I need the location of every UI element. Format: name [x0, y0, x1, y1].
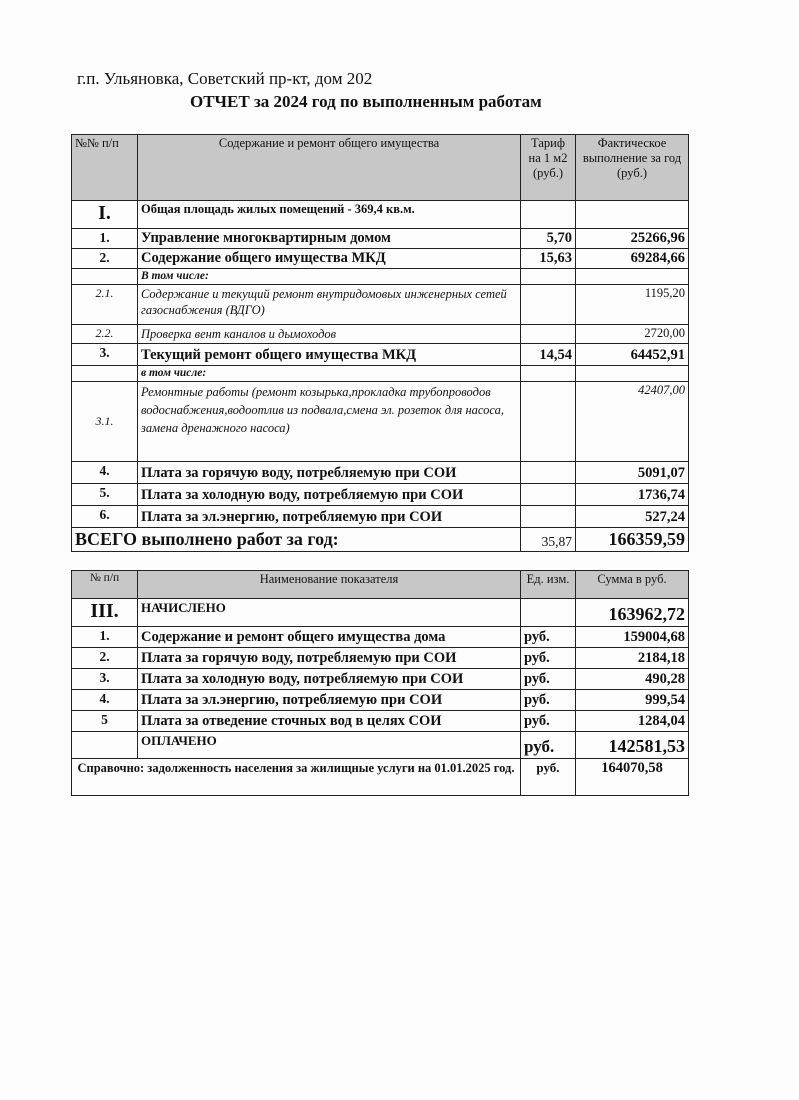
finance-header-row — [72, 571, 689, 599]
section-num: I. — [72, 201, 138, 229]
header-unit: Ед. изм. — [521, 571, 576, 599]
works-table — [71, 134, 689, 552]
table-row — [72, 269, 689, 285]
section-num: III. — [72, 599, 138, 627]
address: г.п. Ульяновка, Советский пр-кт, дом 202 — [77, 69, 373, 88]
table-row: 3. Плата за холодную воду, потребляемую при СОИ руб. 490,28 — [72, 669, 689, 690]
table-row: 2. Плата за горячую воду, потребляемую при СОИ руб. 2184,18 — [72, 648, 689, 669]
table-row: 2.2. Проверка вент каналов и дымоходов 2720,00 — [72, 325, 689, 344]
header-tariff: Тариф на 1 м2 (руб.) — [521, 135, 576, 201]
debt-unit: руб. — [521, 759, 576, 796]
table-row: 2. Содержание общего имущества МКД 15,63 69284,66 — [72, 249, 689, 269]
table-row: 5 Плата за отведение сточных вод в целях СОИ руб. 1284,04 — [72, 711, 689, 732]
header-name: Содержание и ремонт общего имущества — [138, 135, 521, 201]
table-row: 1. Управление многоквартирным домом 5,70 25266,96 — [72, 229, 689, 249]
table-row: 4. Плата за горячую воду, потребляемую при СОИ 5091,07 — [72, 462, 689, 484]
note-row — [72, 759, 689, 796]
including-label: В том числе: — [138, 269, 521, 285]
section-row — [72, 201, 689, 229]
total-amount: 166359,59 — [576, 528, 689, 552]
works-header-row — [72, 135, 689, 201]
report-title: ОТЧЕТ за 2024 год по выполненным работам — [190, 92, 542, 111]
header-sum: Сумма в руб. — [576, 571, 689, 599]
paid-unit: руб. — [521, 732, 576, 759]
table-row: 3. Текущий ремонт общего имущества МКД 14,54 64452,91 — [72, 344, 689, 366]
section-name: НАЧИСЛЕНО — [138, 599, 521, 627]
table-row: 3.1. Ремонтные работы (ремонт козырька,прокладка трубопроводов водоснабжения,водоотлив из подвала,смена эл. розеток для насоса, замена дренажного насоса) 42407,00 — [72, 382, 689, 462]
debt-note: Справочно: задолженность населения за жилищные услуги на 01.01.2025 год. — [72, 759, 521, 796]
header-num: № п/п — [72, 571, 138, 599]
header-actual: Фактическое выполнение за год (руб.) — [576, 135, 689, 201]
table-row: 2.1. Содержание и текущий ремонт внутридомовых инженерных сетей газоснабжения (ВДГО) 1195,20 — [72, 285, 689, 325]
including-label: в том числе: — [138, 366, 521, 382]
total-tariff: 35,87 — [521, 528, 576, 552]
debt-sum: 164070,58 — [576, 759, 689, 796]
total-label: ВСЕГО выполнено работ за год: — [72, 528, 521, 552]
section-row — [72, 599, 689, 627]
paid-row — [72, 732, 689, 759]
total-row — [72, 528, 689, 552]
table-row — [72, 366, 689, 382]
header-num: №№ п/п — [72, 135, 138, 201]
section-name: Общая площадь жилых помещений - 369,4 кв.м. — [138, 201, 521, 229]
table-row: 6. Плата за эл.энергию, потребляемую при СОИ 527,24 — [72, 506, 689, 528]
table-row: 4. Плата за эл.энергию, потребляемую при СОИ руб. 999,54 — [72, 690, 689, 711]
header-name: Наименование показателя — [138, 571, 521, 599]
finance-table — [71, 570, 689, 796]
table-row: 5. Плата за холодную воду, потребляемую при СОИ 1736,74 — [72, 484, 689, 506]
paid-label: ОПЛАЧЕНО — [138, 732, 521, 759]
table-row: 1. Содержание и ремонт общего имущества дома руб. 159004,68 — [72, 627, 689, 648]
section-sum: 163962,72 — [576, 599, 689, 627]
paid-sum: 142581,53 — [576, 732, 689, 759]
